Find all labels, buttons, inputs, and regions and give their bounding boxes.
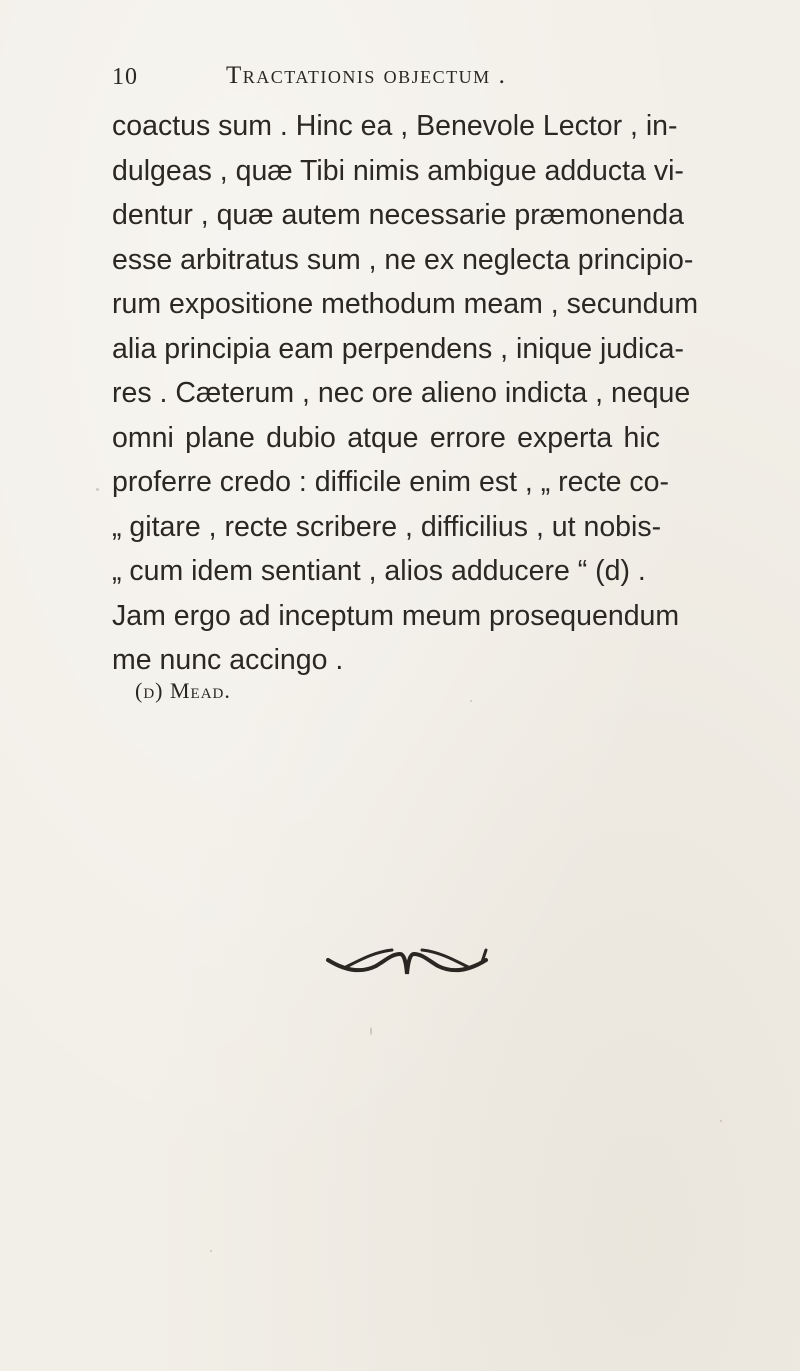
page-header [112, 62, 652, 96]
tailpiece-ornament-icon [326, 940, 488, 980]
text-line: rum expositione methodum meam , secundum [112, 288, 699, 320]
text-line: omni plane dubio atque errore experta hic [112, 421, 660, 454]
footnote: (d) Mead. [135, 678, 231, 703]
text-line: alia principia eam perpendens , inique judica- [112, 332, 684, 365]
paper-speck [720, 1120, 722, 1122]
text-line: esse arbitratus sum , ne ex neglecta principio- [112, 243, 694, 276]
text-line: dentur , quæ autem necessarie præmonenda [112, 199, 684, 231]
text-line: „ cum idem sentiant , alios adducere “ (d) . [112, 555, 646, 587]
body-text [112, 104, 699, 683]
text-line: Jam ergo ad inceptum meum prosequendum [112, 599, 680, 632]
text-line: coactus sum . Hinc ea , Benevole Lector , in- [112, 110, 678, 142]
text-line: dulgeas , quæ Tibi nimis ambigue adducta vi- [112, 154, 684, 187]
text-line: res . Cæterum , nec ore alieno indicta , neque [112, 377, 691, 409]
running-title-text: Tractationis objectum [226, 62, 491, 89]
running-title-end-mark: . [498, 62, 507, 89]
text-line: me nunc accingo . [112, 644, 344, 676]
paper-speck [370, 1027, 372, 1035]
text-line: „ gitare , recte scribere , difficilius , ut nobis- [112, 510, 662, 543]
paper-speck [96, 488, 99, 491]
paper-speck [470, 700, 472, 702]
running-title [226, 62, 506, 90]
text-line: proferre credo : difficile enim est , „ recte co- [112, 466, 670, 498]
paper-speck [210, 1250, 212, 1252]
page-number: 10 [112, 64, 138, 90]
